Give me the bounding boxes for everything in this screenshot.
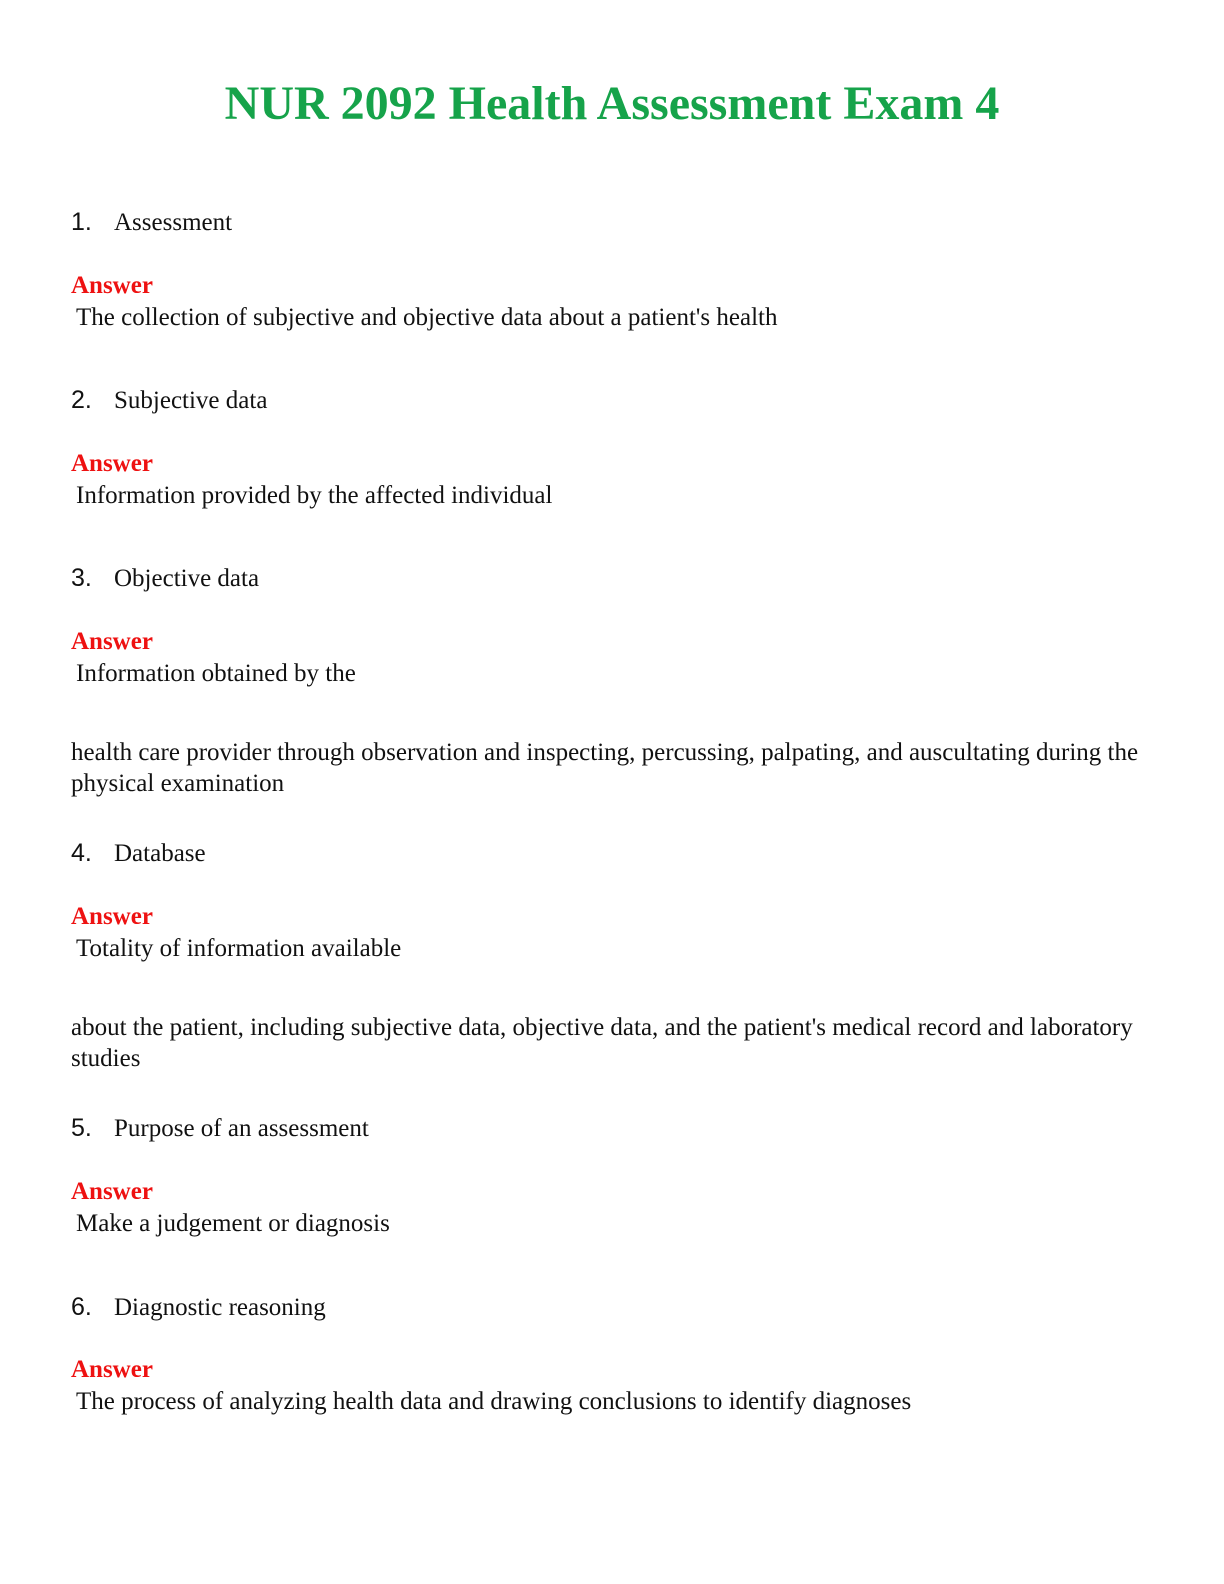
question-number: 4. <box>71 839 92 867</box>
answer-continuation: health care provider through observation and inspecting, percussing, palpating, and auscultating during the physical examination <box>71 739 1139 797</box>
question-number: 3. <box>71 564 92 592</box>
question-term: Assessment <box>114 209 233 236</box>
answer-text: The collection of subjective and objective data about a patient's health <box>76 304 778 331</box>
question-term: Database <box>114 840 206 867</box>
page-title: NUR 2092 Health Assessment Exam 4 <box>224 77 1000 130</box>
answer-text: The process of analyzing health data and drawing conclusions to identify diagnoses <box>76 1388 912 1415</box>
question-term: Subjective data <box>114 387 268 414</box>
answer-label: Answer <box>71 903 153 930</box>
answer-text: Information obtained by the <box>76 660 356 687</box>
answer-text: Make a judgement or diagnosis <box>76 1210 390 1237</box>
answer-text: Information provided by the affected individual <box>76 482 553 509</box>
answer-label: Answer <box>71 1356 153 1383</box>
answer-label: Answer <box>71 1178 153 1205</box>
question-number: 1. <box>71 208 92 236</box>
question-number: 5. <box>71 1114 92 1142</box>
question-number: 2. <box>71 386 92 414</box>
answer-label: Answer <box>71 450 153 477</box>
answer-continuation: about the patient, including subjective data, objective data, and the patient's medical record and laboratory studies <box>71 1014 1133 1072</box>
answer-label: Answer <box>71 628 153 655</box>
question-term: Diagnostic reasoning <box>114 1294 326 1321</box>
answer-label: Answer <box>71 272 153 299</box>
question-term: Purpose of an assessment <box>114 1115 369 1142</box>
question-number: 6. <box>71 1293 92 1321</box>
question-term: Objective data <box>114 565 260 592</box>
answer-text: Totality of information available <box>76 935 402 962</box>
